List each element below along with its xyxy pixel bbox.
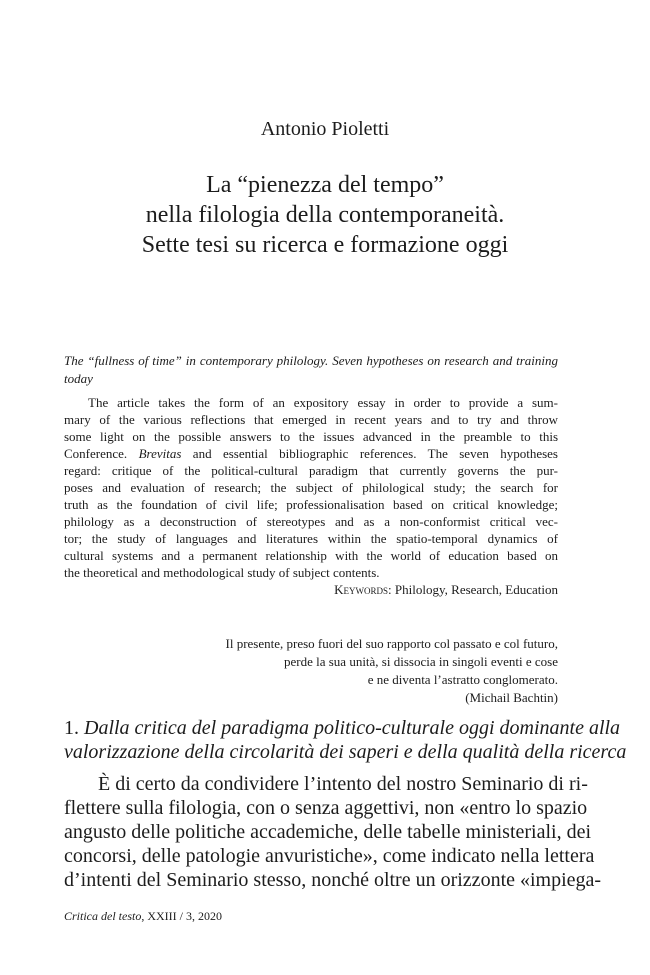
epigraph-line: e ne diventa l’astratto conglomerato.	[367, 672, 558, 687]
abstract-title: The “fullness of time” in contemporary philology. Seven hypotheses on research and training today	[64, 353, 558, 386]
keywords-label: Keywords	[334, 582, 389, 597]
abstract-text: and essential bibliographic references. The seven hypotheses	[181, 446, 558, 461]
abstract-line: truth as the foundation of civil life; professionalisation based on critical knowledge;	[64, 497, 558, 512]
abstract-line: The article takes the form of an expository essay in order to provide a sum-	[88, 395, 558, 410]
title-line: Sette tesi su ricerca e formazione oggi	[141, 232, 509, 258]
abstract-line: cultural systems and a permanent relationship with the world of education based on	[64, 548, 558, 563]
title-line: La “pienezza del tempo”	[206, 172, 444, 198]
section-number: 1.	[64, 717, 84, 739]
page-footer	[64, 908, 222, 924]
article-title	[0, 170, 650, 260]
abstract-line	[64, 445, 558, 462]
abstract-italic-term: Brevitas	[138, 446, 182, 461]
epigraph-line: perde la sua unità, si dissocia in singoli eventi e cose	[283, 654, 558, 669]
epigraph	[64, 635, 558, 707]
section-heading	[64, 716, 627, 764]
abstract-text: Conference.	[64, 446, 139, 461]
keywords-separator: :	[388, 582, 395, 597]
abstract-line: tor; the study of languages and literatures within the spatio-temporal dynamics of	[64, 531, 558, 546]
body-line: concorsi, delle patologie anvuristiche», come indicato nella lettera	[64, 845, 595, 867]
abstract-line: regard: critique of the political-cultural paradigm that currently governs the pur-	[64, 463, 558, 478]
abstract-line: mary of the various reflections that emerged in recent years and to try and throw	[64, 412, 558, 427]
epigraph-line: Il presente, preso fuori del suo rapporto col passato e col futuro,	[225, 636, 558, 651]
abstract-body	[64, 394, 558, 581]
abstract-line: some light on the possible answers to the issues advanced in the preamble to this	[64, 429, 558, 444]
journal-name: Critica del testo	[64, 909, 142, 923]
body-line: d’intenti del Seminario stesso, nonché oltre un orizzonte «impiega-	[64, 869, 602, 891]
body-line: flettere sulla filologia, con o senza aggettivi, non «entro lo spazio	[64, 797, 588, 819]
body-line: È di certo da condividere l’intento del nostro Seminario di ri-	[98, 773, 588, 795]
epigraph-attribution: (Michail Bachtin)	[465, 690, 558, 705]
section-heading-line: Dalla critica del paradigma politico-culturale oggi dominante alla	[84, 717, 621, 739]
journal-issue: , XXIII / 3, 2020	[141, 909, 222, 923]
abstract-line: poses and evaluation of research; the subject of philological study; the search for	[64, 480, 558, 495]
keywords	[64, 581, 558, 598]
body-paragraph	[64, 772, 602, 892]
section-heading-line: valorizzazione della circolarità dei saperi e della qualità della ricerca	[64, 741, 627, 763]
author-name: Antonio Pioletti	[260, 118, 390, 140]
abstract-line: the theoretical and methodological study of subject contents.	[64, 565, 380, 580]
body-line: angusto delle politiche accademiche, delle tabelle ministeriali, dei	[64, 821, 592, 843]
keywords-list: Philology, Research, Education	[394, 582, 558, 597]
title-line: nella filologia della contemporaneità.	[145, 202, 505, 228]
abstract-line: philology as a deconstruction of stereotypes and as a non-conformist critical vec-	[64, 514, 558, 529]
